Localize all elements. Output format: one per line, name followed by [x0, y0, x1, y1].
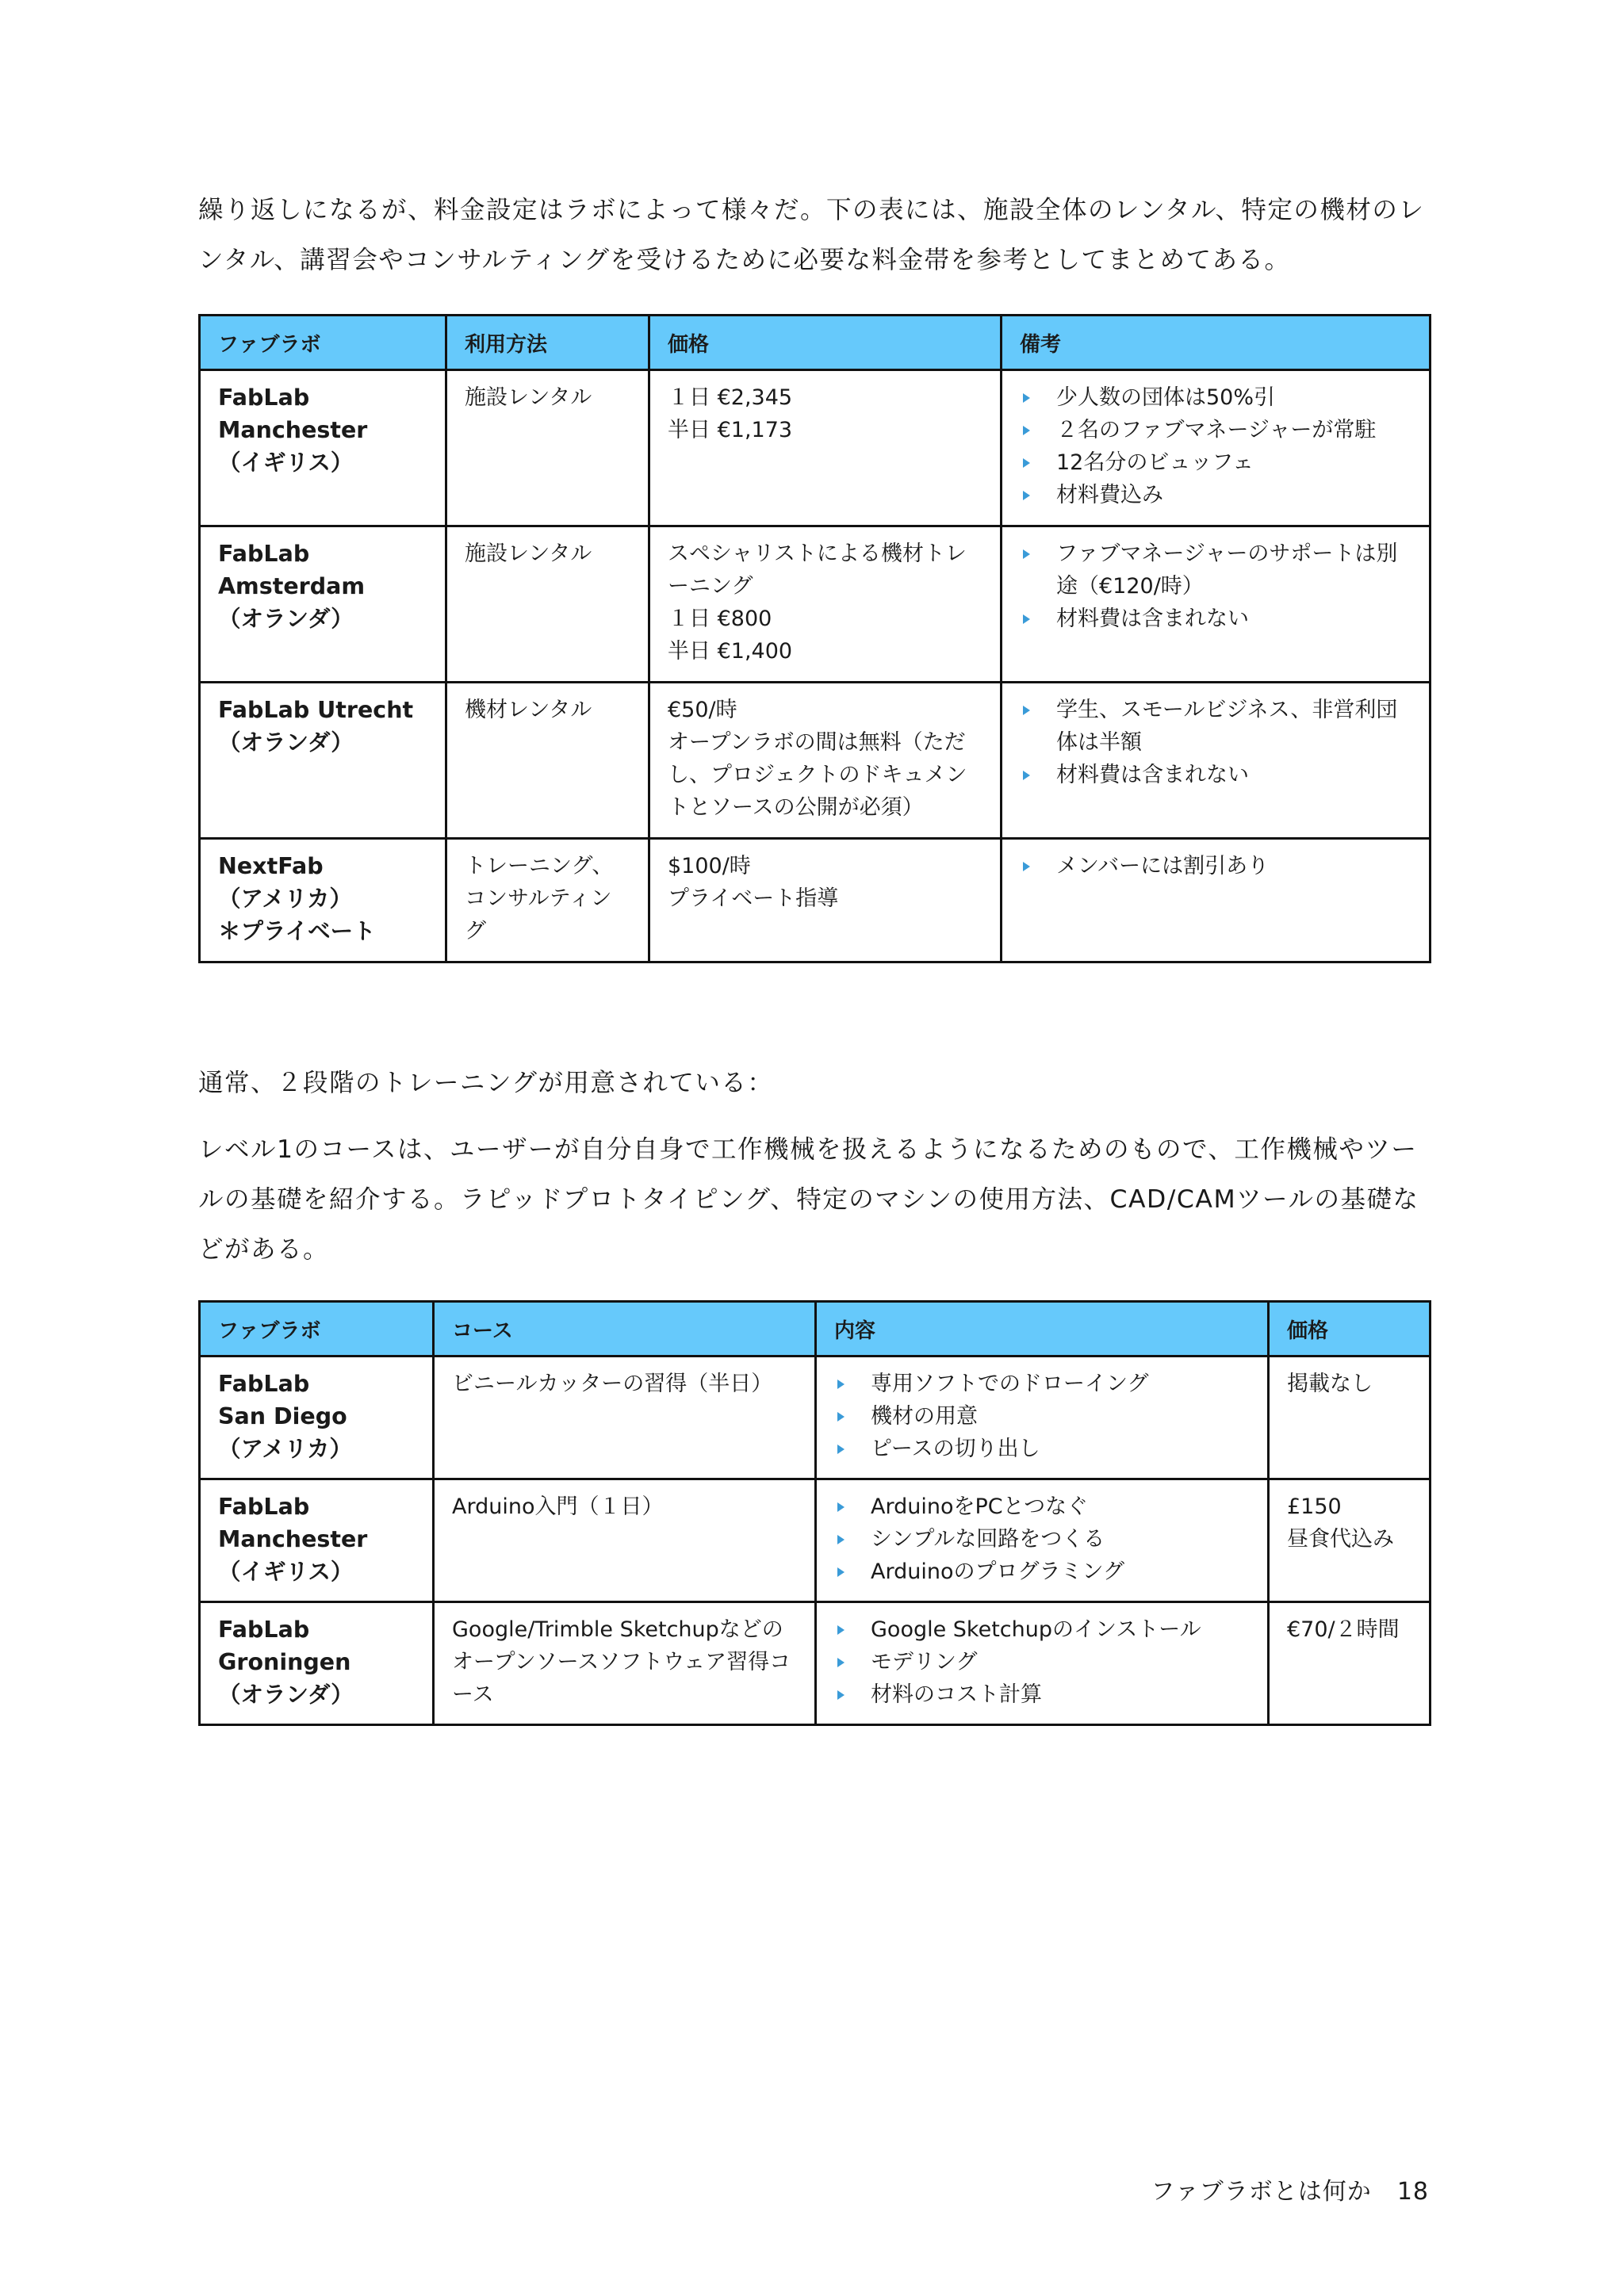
- footer-title: ファブラボとは何か: [1151, 2178, 1372, 2206]
- usage-cell: トレーニング、コンサルティング: [446, 839, 649, 962]
- column-header-usage: 利用方法: [446, 316, 649, 370]
- note-item: 12名分のビュッフェ: [1020, 446, 1411, 479]
- price-line: 昼食代込み: [1287, 1527, 1394, 1552]
- notes-cell: [1002, 683, 1431, 839]
- price-line: スペシャリストによる機材トレーニング: [668, 541, 967, 599]
- content-item: 専用ソフトでのドローイング: [834, 1368, 1250, 1400]
- table-row: [200, 370, 1431, 526]
- price-line: 掲載なし: [1287, 1372, 1373, 1396]
- lab-name-cell: [200, 1479, 434, 1602]
- price-line: 半日 €1,400: [668, 639, 793, 664]
- lab-name-cell: [200, 683, 446, 839]
- column-header-notes: 備考: [1002, 316, 1431, 370]
- lab-country: （オランダ）: [218, 1682, 354, 1708]
- intro-paragraph: 繰り返しになるが、料金設定はラボによって様々だ。下の表には、施設全体のレンタル、特定の機材のレンタル、講習会やコンサルティングを受けるために必要な料金帯を参考としてまとめてある。: [198, 196, 1425, 274]
- price-cell: [649, 839, 1002, 962]
- lab-country: （アメリカ）: [218, 1436, 353, 1462]
- lab-name: FabLab: [218, 541, 310, 567]
- price-line: オープンラボの間は無料（ただし、プロジェクトのドキュメントとソースの公開が必須）: [668, 730, 967, 820]
- course-table: [198, 1300, 1431, 1726]
- price-cell: [649, 370, 1002, 526]
- lab-city: San Diego: [218, 1403, 347, 1429]
- content-cell: [816, 1602, 1269, 1725]
- notes-cell: [1002, 839, 1431, 962]
- note-item: メンバーには割引あり: [1020, 850, 1411, 882]
- content-cell: [816, 1357, 1269, 1479]
- lab-name-cell: [200, 370, 446, 526]
- note-item: 材料費込み: [1020, 479, 1411, 511]
- content-item: Google Sketchupのインストール: [834, 1613, 1250, 1646]
- content-item: Arduinoのプログラミング: [834, 1556, 1250, 1588]
- page-footer: [1151, 2172, 1429, 2206]
- lab-country: （オランダ）: [218, 606, 354, 632]
- note-item: 材料費は含まれない: [1020, 603, 1411, 635]
- column-header-course: コース: [434, 1302, 816, 1357]
- price-line: €70/２時間: [1287, 1617, 1400, 1642]
- lab-city: Groningen: [218, 1649, 351, 1675]
- price-line: 半日 €1,173: [668, 418, 793, 442]
- usage-cell: 機材レンタル: [446, 683, 649, 839]
- lab-name-cell: [200, 1602, 434, 1725]
- table-row: [200, 683, 1431, 839]
- price-line: １日 €2,345: [668, 385, 793, 410]
- note-item: 学生、スモールビジネス、非営利団体は半額: [1020, 694, 1411, 759]
- note-item: 材料費は含まれない: [1020, 759, 1411, 791]
- lab-type: ＊プライベート: [218, 918, 376, 944]
- lab-name: FabLab Utrecht: [218, 697, 414, 723]
- price-cell: [649, 683, 1002, 839]
- lab-name: NextFab: [218, 853, 324, 879]
- lab-name-cell: [200, 839, 446, 962]
- price-cell: [1269, 1357, 1431, 1479]
- content-cell: [816, 1479, 1269, 1602]
- price-cell: [1269, 1479, 1431, 1602]
- lab-name-cell: [200, 1357, 434, 1479]
- lab-city: Manchester: [218, 417, 368, 443]
- lab-country: （オランダ）: [218, 729, 354, 756]
- note-item: 少人数の団体は50%引: [1020, 381, 1411, 414]
- lab-name-cell: [200, 526, 446, 683]
- course-cell: Google/Trimble Sketchupなどのオープンソースソフトウェア習得コース: [434, 1602, 816, 1725]
- rental-price-table: [198, 314, 1431, 963]
- table-header-row: [200, 1302, 1431, 1357]
- notes-cell: [1002, 370, 1431, 526]
- content-item: モデリング: [834, 1646, 1250, 1678]
- lab-country: （アメリカ）: [218, 886, 353, 912]
- price-line: €50/時: [668, 698, 737, 722]
- column-header-price: 価格: [1269, 1302, 1431, 1357]
- lab-name: FabLab: [218, 1371, 310, 1397]
- price-line: $100/時: [668, 854, 751, 878]
- usage-cell: 施設レンタル: [446, 526, 649, 683]
- price-cell: [1269, 1602, 1431, 1725]
- lab-country: （イギリス）: [218, 450, 354, 476]
- lab-name: FabLab: [218, 385, 310, 411]
- column-header-fablab: ファブラボ: [200, 316, 446, 370]
- notes-cell: [1002, 526, 1431, 683]
- price-line: £150: [1287, 1494, 1342, 1519]
- price-cell: [649, 526, 1002, 683]
- price-line: １日 €800: [668, 607, 772, 631]
- column-header-fablab: ファブラボ: [200, 1302, 434, 1357]
- content-item: ArduinoをPCとつなぐ: [834, 1490, 1250, 1523]
- training-levels-note: 通常、２段階のトレーニングが用意されている：: [198, 1069, 774, 1097]
- table-row: [200, 1602, 1431, 1725]
- page-number: 18: [1396, 2178, 1429, 2206]
- lab-city: Amsterdam: [218, 573, 366, 599]
- lab-country: （イギリス）: [218, 1559, 354, 1585]
- content-item: 機材の用意: [834, 1400, 1250, 1433]
- column-header-price: 価格: [649, 316, 1002, 370]
- usage-cell: 施設レンタル: [446, 370, 649, 526]
- lab-name: FabLab: [218, 1617, 310, 1643]
- level1-paragraph: レベル1のコースは、ユーザーが自分自身で工作機械を扱えるようになるためのもので、工作機械やツールの基礎を紹介する。ラピッドプロトタイピング、特定のマシンの使用方法、CAD/CAMツールの基礎などがある。: [198, 1135, 1419, 1264]
- note-item: ファブマネージャーのサポートは別途（€120/時）: [1020, 538, 1411, 603]
- table-row: [200, 839, 1431, 962]
- note-item: ２名のファブマネージャーが常駐: [1020, 414, 1411, 446]
- content-item: 材料のコスト計算: [834, 1678, 1250, 1711]
- course-cell: Arduino入門（１日）: [434, 1479, 816, 1602]
- lab-city: Manchester: [218, 1526, 368, 1552]
- table-row: [200, 1479, 1431, 1602]
- lab-name: FabLab: [218, 1494, 310, 1520]
- content-item: ピースの切り出し: [834, 1433, 1250, 1465]
- table-header-row: [200, 316, 1431, 370]
- course-cell: ビニールカッターの習得（半日）: [434, 1357, 816, 1479]
- content-item: シンプルな回路をつくる: [834, 1523, 1250, 1556]
- price-line: プライベート指導: [668, 886, 839, 911]
- column-header-content: 内容: [816, 1302, 1269, 1357]
- table-row: [200, 526, 1431, 683]
- table-row: [200, 1357, 1431, 1479]
